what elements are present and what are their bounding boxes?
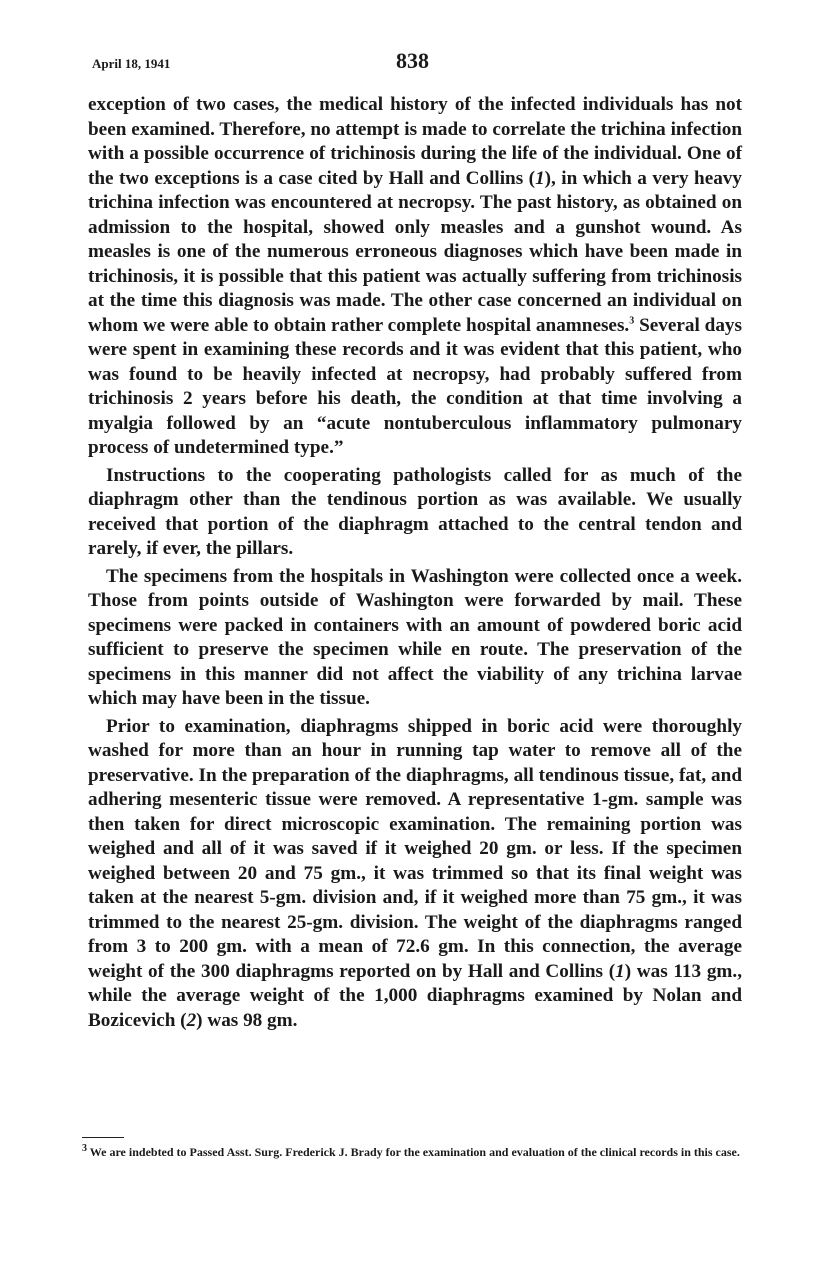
citation-ref: 1 — [535, 167, 545, 189]
running-header — [92, 48, 742, 78]
paragraph-instructions: Instructions to the cooperating pathologists called for as much of the diaphragm other than the tendinous portion as was available. We usually received that portion of the diaphragm attached to the central tendon and rarely, if ever, the pillars. — [88, 464, 742, 559]
citation-ref: 1 — [615, 960, 625, 982]
article-body — [88, 93, 742, 1033]
footnote — [82, 1144, 742, 1160]
paragraph-examination: Prior to examination, diaphragms shipped in boric acid were thoroughly washed for more than an hour in running tap water to remove all of the preservative. In the preparation of the diaphragms, all tendinous tissue, fat, and adhering mesenteric tissue were removed. A representative 1-gm. sample was then taken for direct microscopic examination. The remaining portion was weighed and all of it was saved if it weighed 20 gm. or less. If the specimen weighed between 20 and 75 gm., it was trimmed so that its final weight was taken at the nearest 5-gm. division and, if it weighed more than 75 gm., it was trimmed to the nearest 25-gm. division. The weight of the diaphragms ranged from 3 to 200 gm. with a mean of 72.6 gm. In this connection, the average weight of the 300 diaphragms reported on by Hall and Collins (1) was 113 gm., while the average weight of the 1,000 diaphragms examined by Nolan and Bozicevich (2) was 98 gm. — [88, 715, 742, 1031]
footnote-text: We are indebted to Passed Asst. Surg. Frederick J. Brady for the examination and evaluation of the clinical records in this case. — [87, 1145, 740, 1159]
paragraph-history: exception of two cases, the medical history of the infected individuals has not been examined. Therefore, no attempt is made to correlate the trichina infection with a possible occurrence of trichinosis during the life of the individual. One of the two exceptions is a case cited by Hall and Collins (1), in which a very heavy trichina infection was encountered at necropsy. The past history, as obtained on admission to the hospital, showed only measles and a gunshot wound. As measles is one of the numerous erroneous diagnoses which have been made in trichinosis, it is possible that this patient was actually suffering from trichinosis at the time this diagnosis was made. The other case concerned an individual on whom we were able to obtain rather complete hospital anamneses.$^3$ Several days were spent in examining these records and it was evident that this patient, who was found to be heavily infected at necropsy, had probably suffered from trichinosis 2 years before his death, the condition at that time involving a myalgia followed by an “acute nontuberculous inflammatory pulmonary process of undetermined type.” — [88, 94, 742, 458]
footnote-mark: 3 — [82, 1143, 87, 1154]
citation-ref: 2 — [186, 1009, 197, 1031]
footnote-rule — [82, 1137, 124, 1138]
footnote-marker: 3 — [629, 315, 635, 327]
paragraph-specimens: The specimens from the hospitals in Washington were collected once a week. Those from points outside of Washington were forwarded by mail. These specimens were packed in containers with an amount of powdered boric acid sufficient to preserve the specimen while en route. The preservation of the specimens in this manner did not affect the viability of any trichina larvae which may have been in the tissue. — [88, 565, 742, 709]
issue-date: April 18, 1941 — [92, 56, 171, 71]
page-number: 838 — [396, 48, 429, 73]
